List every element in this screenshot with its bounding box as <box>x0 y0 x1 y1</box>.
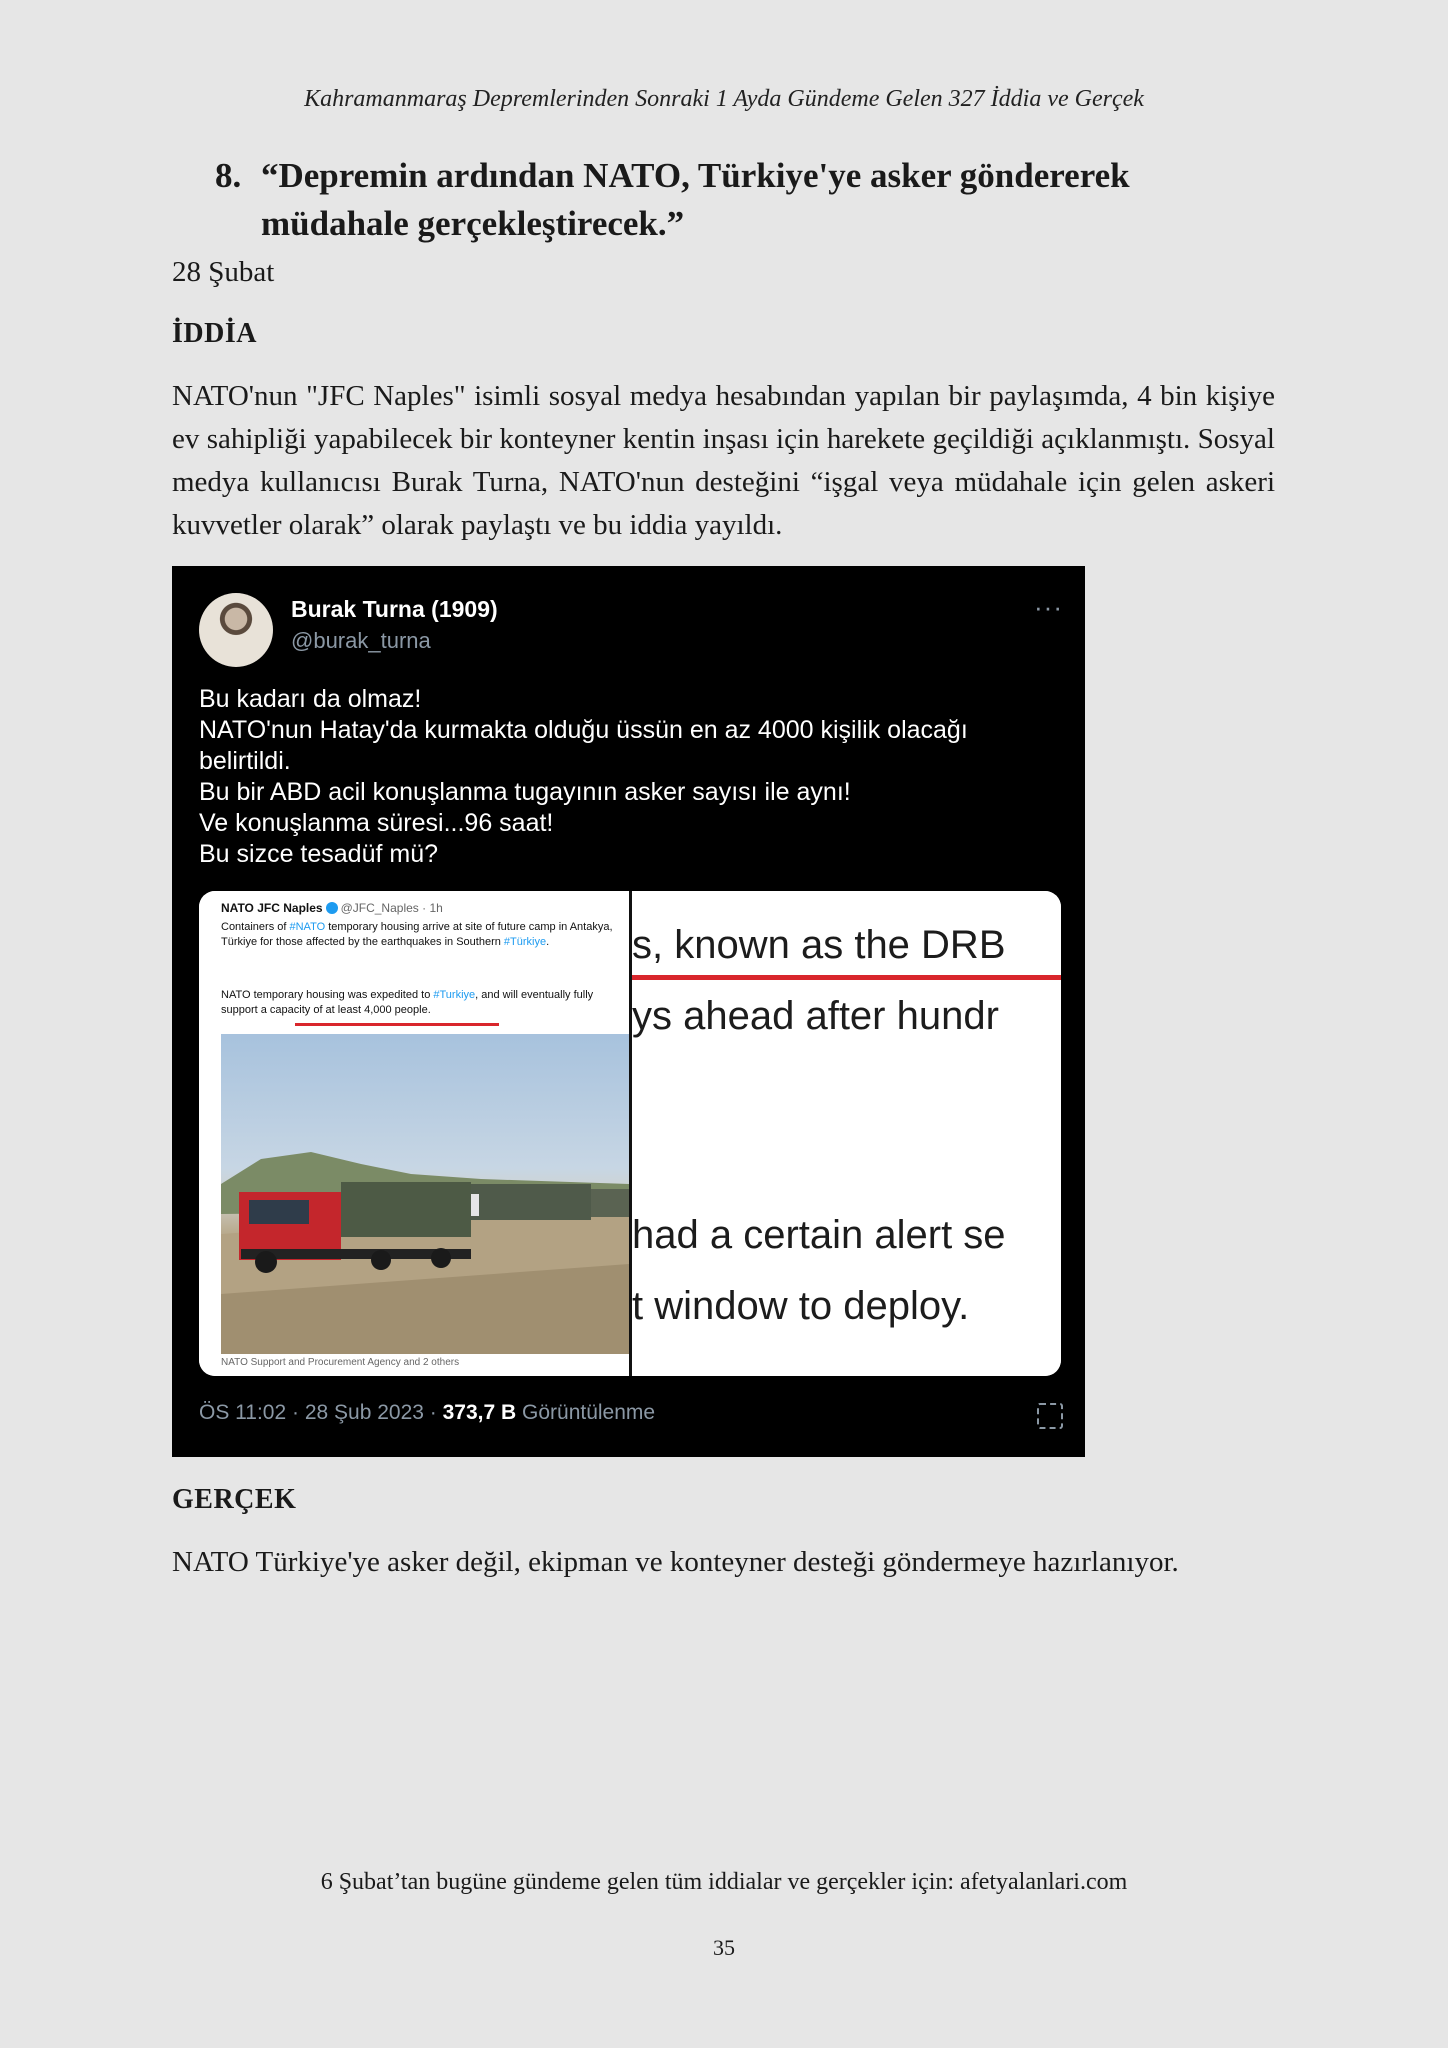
footer-note: 6 Şubat’tan bugüne gündeme gelen tüm iddialar ve gerçekler için: afetyalanlari.com <box>320 1869 1128 1895</box>
fact-label: GERÇEK <box>172 1484 297 1515</box>
embedded-account-name: NATO JFC Naples <box>221 901 323 915</box>
analytics-icon <box>1037 1403 1063 1429</box>
more-options-icon: ··· <box>1034 592 1063 622</box>
embedded-tweet-screenshot <box>199 891 629 1376</box>
running-header: Kahramanmaraş Depremlerinden Sonraki 1 Ayda Gündeme Gelen 327 İddia ve Gerçek <box>304 86 1144 112</box>
fact-text: NATO Türkiye'ye asker değil, ekipman ve konteyner desteği göndermeye hazırlanıyor. <box>172 1546 1179 1578</box>
tweet-line: Bu kadarı da olmaz! <box>199 685 422 713</box>
tweet-line: Ve konuşlanma süresi...96 saat! <box>199 809 554 837</box>
crop-line: had a certain alert se <box>632 1213 1006 1257</box>
tweet-screenshot <box>172 566 1085 1457</box>
embedded-tweet-text-2: NATO temporary housing was expedited to #Turkiye, and will eventually fully support a capacity of at least 4,000 people. <box>221 989 594 1016</box>
crop-line: ys ahead after hundr <box>632 994 999 1038</box>
tweet-line: NATO'nun Hatay'da kurmakta olduğu üssün en az 4000 kişilik olacağı <box>199 716 968 744</box>
entry-number: 8. <box>215 156 242 195</box>
embedded-tweet-text-1: Containers of #NATO temporary housing arrive at site of future camp in Antakya, Türkiye for those affected by the earthquakes in Southern #Türkiye. <box>221 921 613 948</box>
crop-line: s, known as the DRB <box>632 923 1006 967</box>
tweet-author-name: Burak Turna (1909) <box>291 596 498 622</box>
tweet-line: Bu bir ABD acil konuşlanma tugayının asker sayısı ile aynı! <box>199 778 851 806</box>
truck-convoy-photo <box>221 1034 629 1354</box>
highlight-underline <box>632 975 1061 980</box>
embedded-handle-time: @JFC_Naples · 1h <box>340 901 443 915</box>
crop-line: t window to deploy. <box>632 1284 970 1328</box>
page-number: 35 <box>713 1935 735 1960</box>
embedded-media-caption: NATO Support and Procurement Agency and 2 others <box>221 1357 460 1368</box>
entry-title-line-1: “Depremin ardından NATO, Türkiye'ye asker göndererek <box>261 156 1130 195</box>
entry-title-line-2: müdahale gerçekleştirecek.” <box>261 204 685 243</box>
verified-badge-icon <box>326 902 338 914</box>
claim-label: İDDİA <box>172 318 257 349</box>
tweet-media <box>199 891 1061 1376</box>
tweet-line: belirtildi. <box>199 747 291 775</box>
view-count: 373,7 B <box>442 1401 517 1424</box>
highlight-underline <box>295 1023 499 1026</box>
claim-text: NATO'nun "JFC Naples" isimli sosyal medya hesabından yapılan bir paylaşımda, 4 bin kişiye ev sahipliği yapabilecek bir konteyner kentin inşası için harekete geçildiği açıklanmıştı. Sosyal medya kullanıcısı Burak Turna, NATO'nun desteğini “işgal veya müdahale için gelen askeri kuvvetler olarak” olarak paylaştı ve bu iddia yayıldı. <box>172 380 1275 541</box>
entry-date: 28 Şubat <box>172 256 275 288</box>
tweet-author-handle: @burak_turna <box>291 628 431 653</box>
embedded-tweet-header <box>221 901 443 915</box>
article-crop <box>632 891 1061 1376</box>
entry-heading <box>215 152 1275 248</box>
tweet-body <box>199 684 1069 870</box>
tweet-line: Bu sizce tesadüf mü? <box>199 840 439 868</box>
avatar <box>199 593 273 667</box>
tweet-footer: ÖS 11:02 · 28 Şub 2023 · 373,7 B Görüntülenme <box>199 1401 656 1424</box>
